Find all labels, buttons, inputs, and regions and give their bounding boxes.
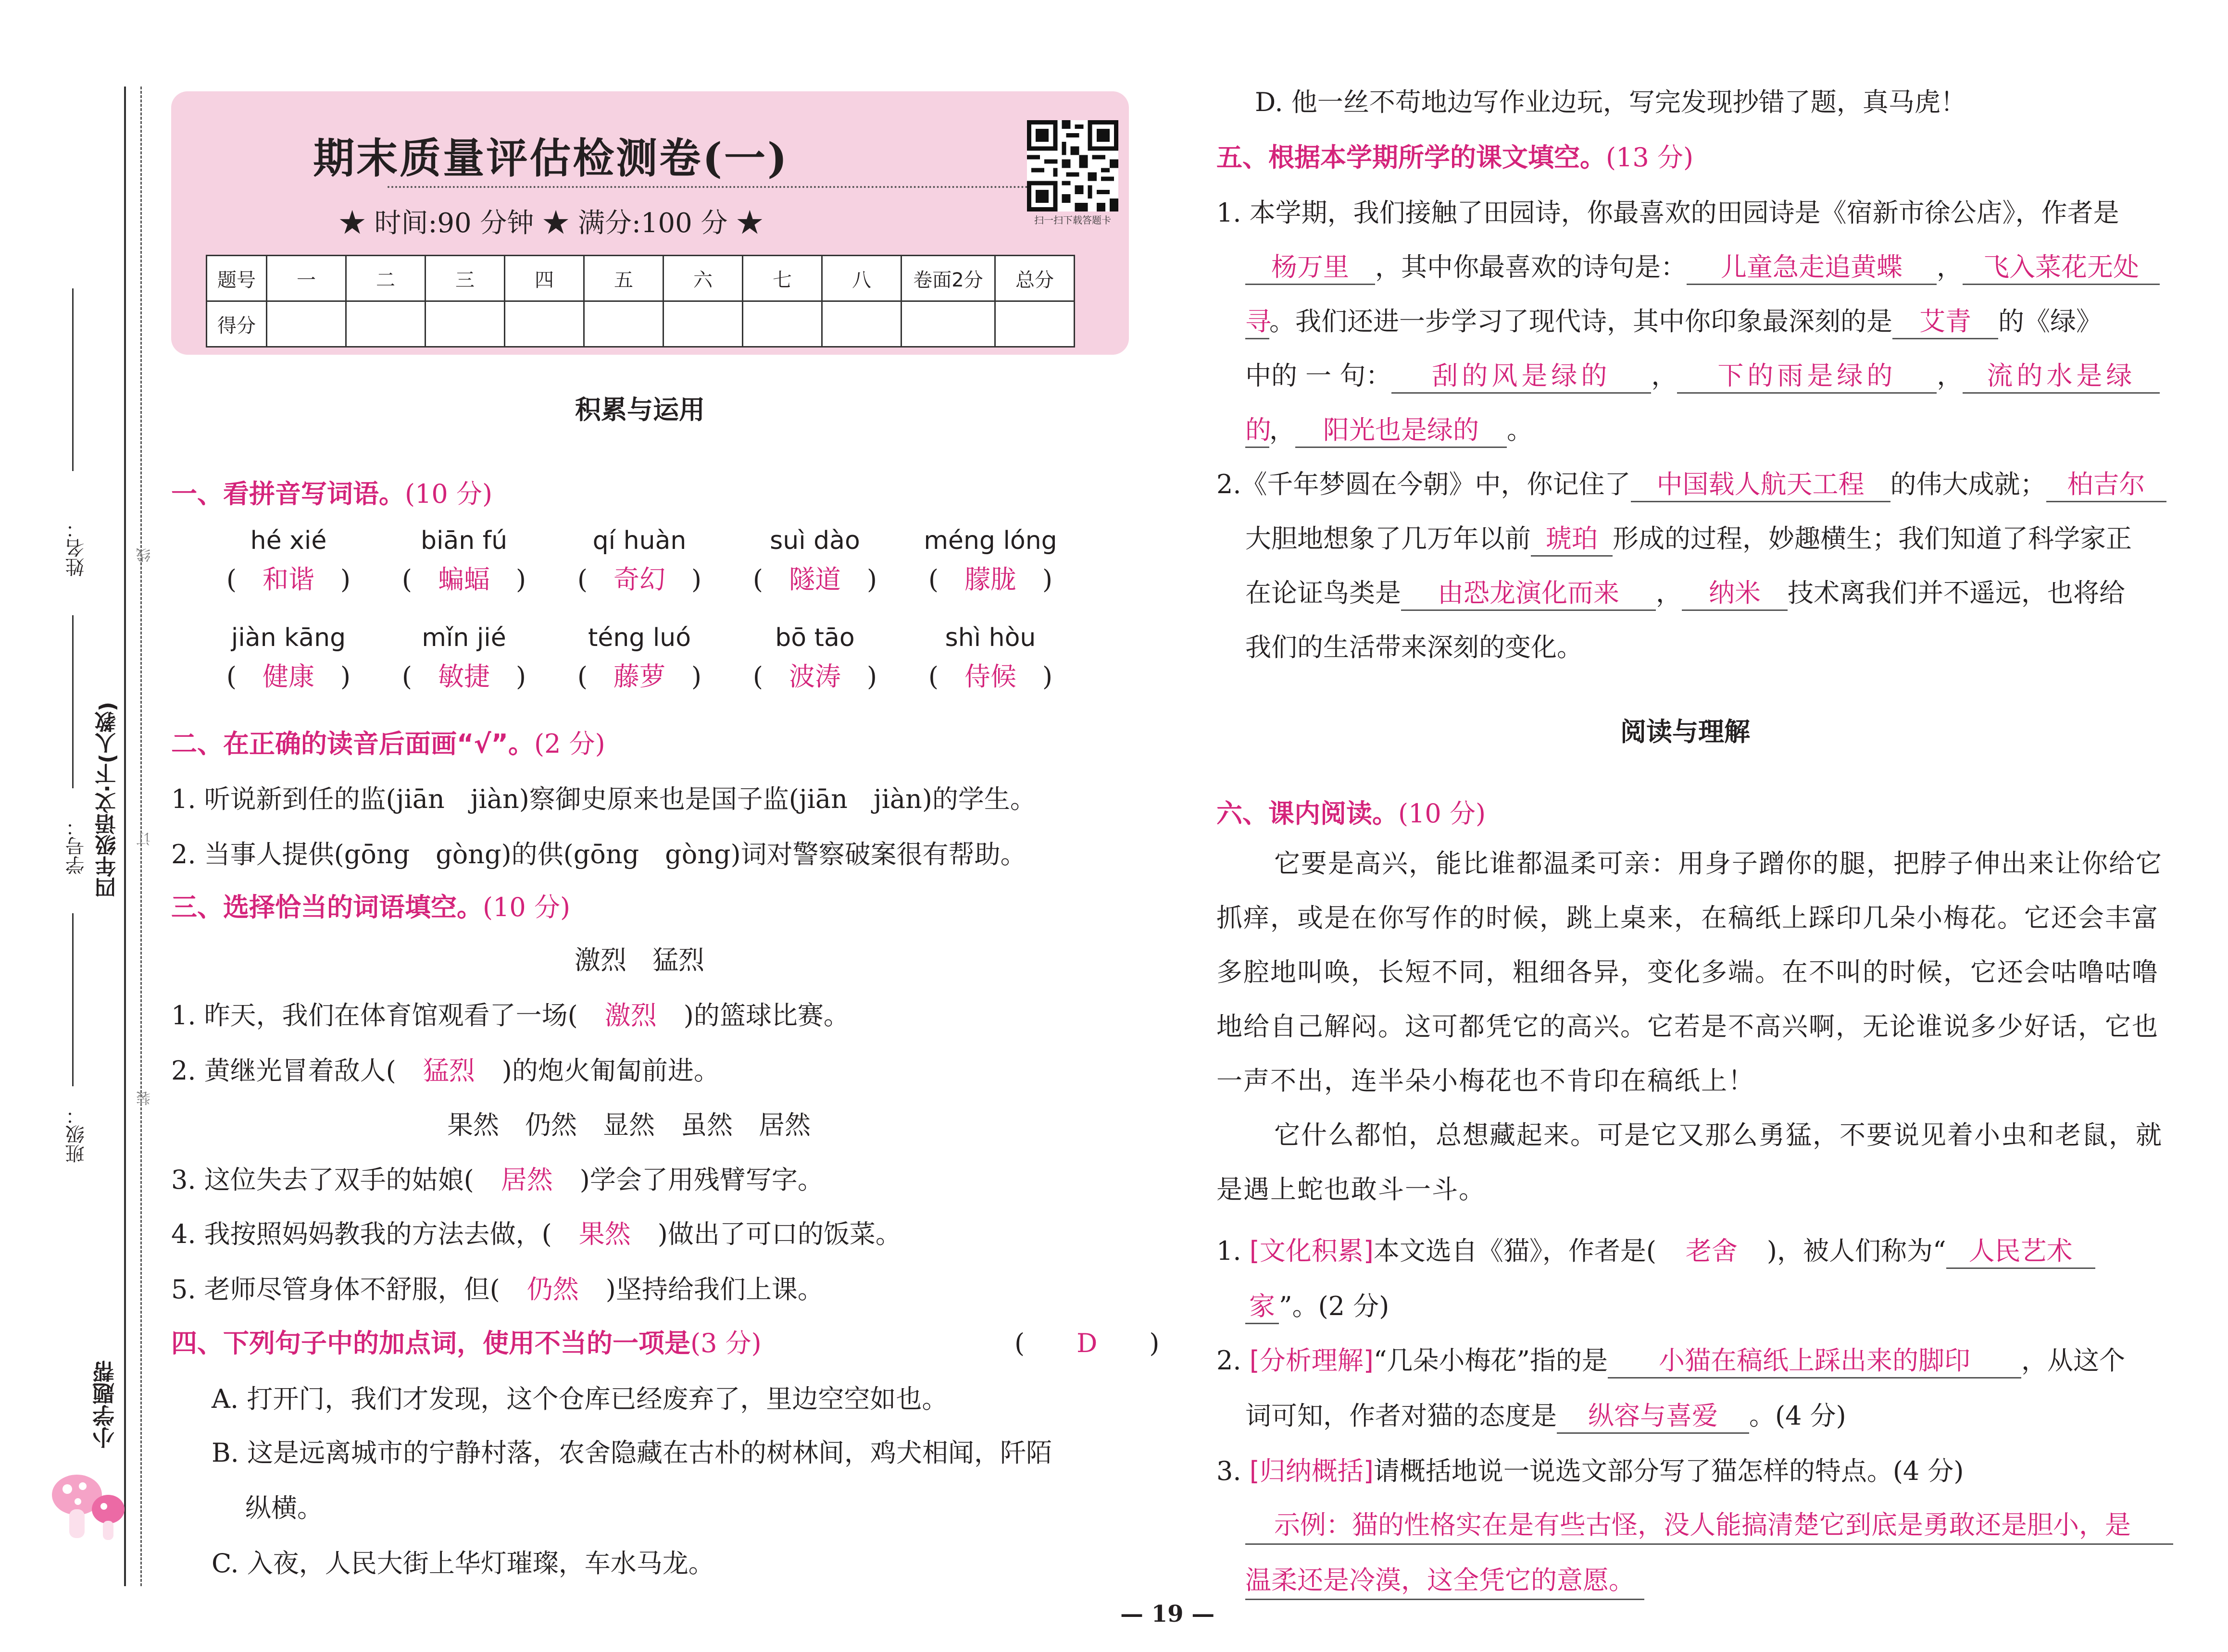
score-input-cell[interactable] [505, 301, 584, 347]
answer-blank[interactable]: 柏吉尔 [2046, 464, 2166, 502]
section-2-heading [171, 723, 605, 760]
question-text: 5. 老师尽管身体不舒服，但( [171, 1274, 500, 1304]
section-1-points: (10 分) [405, 479, 493, 509]
answer-blank[interactable]: 果然 [578, 1219, 631, 1249]
q1-category-tag: [文化积累] [1249, 1236, 1374, 1266]
answer-blank[interactable]: 寻 [1245, 301, 1269, 339]
table-cell: 得分 [207, 301, 267, 347]
pinyin-item [904, 623, 1077, 693]
pinyin-text: qí huàn [592, 526, 687, 555]
mushroom-logo-icon [48, 1461, 130, 1557]
cut-mark-zhuang: 装 [137, 1091, 153, 1105]
answer-blank[interactable]: 的 [1245, 410, 1269, 448]
section-1-heading [171, 473, 492, 510]
score-table-score-row [207, 301, 1075, 347]
question-text: 的《绿》 [1998, 306, 2102, 336]
score-input-cell[interactable] [663, 301, 743, 347]
s6-q2-line2 [1245, 1395, 1846, 1434]
question-text: 请概括地说一说选文部分写了猫怎样的特点。(4 分) [1373, 1456, 1964, 1486]
name-underline [72, 288, 74, 471]
s3-word-bank-1: 激烈 猛烈 [575, 945, 704, 975]
exam-header-card [171, 91, 1129, 355]
score-input-cell[interactable] [822, 301, 901, 347]
section-6-heading [1216, 793, 1486, 830]
pinyin-text: méng lóng [924, 526, 1057, 555]
score-table [206, 255, 1075, 348]
question-text: )学会了用残臂写字。 [579, 1165, 824, 1195]
s6-q2-line1: 2. [分析理解]“几朵小梅花”指的是 小猫在稿纸上踩出来的脚印 ，从这个 [1216, 1340, 2125, 1379]
question-text: ，从这个 [2021, 1345, 2126, 1376]
answer-blank[interactable]: 儿童急走追黄蝶 [1687, 247, 1937, 285]
table-cell: 总分 [995, 256, 1075, 301]
pinyin-text: téng luó [588, 623, 691, 652]
pinyin-text: bō tāo [775, 623, 855, 652]
answer-blank[interactable]: 中国载人航天工程 [1631, 464, 1890, 502]
answer-blank[interactable]: 老舍 [1685, 1236, 1738, 1266]
table-cell: 二 [346, 256, 426, 301]
question-text: 在论证鸟类是 [1245, 578, 1401, 608]
score-input-cell[interactable] [995, 301, 1075, 347]
score-input-cell[interactable] [584, 301, 663, 347]
section-2-title: 二、在正确的读音后面画“√”。 [171, 729, 534, 759]
reading-passage-p2: 它什么都怕，总想藏起来。可是它又那么勇猛，不要说见着小虫和老鼠，就是遇上蛇也敢斗一斗。 [1216, 1120, 2163, 1205]
s4-answer-bracket[interactable]: ( D ) [1014, 1328, 1160, 1358]
answer-blank[interactable]: ( 敏捷 ) [401, 661, 526, 692]
pinyin-item [904, 526, 1077, 596]
answer-blank[interactable]: 阳光也是绿的 [1295, 410, 1507, 448]
answer-blank[interactable]: 流的水是绿 [1963, 355, 2160, 394]
section-6-points: (10 分) [1398, 798, 1486, 829]
s3-question-2 [171, 1050, 720, 1087]
exam-time-score: ★ 时间:90 分钟 ★ 满分:100 分 ★ [338, 208, 764, 239]
answer-blank[interactable]: 家 [1245, 1286, 1279, 1324]
table-cell: 五 [584, 256, 663, 301]
answer-blank[interactable]: ( 侍候 ) [928, 661, 1053, 692]
s3-question-1 [171, 995, 850, 1032]
answer-text: 藤萝 [613, 661, 665, 692]
score-input-cell[interactable] [267, 301, 346, 347]
s5-q1-line3 [1245, 301, 2102, 339]
answer-blank[interactable]: ( 藤萝 ) [577, 661, 702, 692]
pinyin-text: jiàn kāng [231, 623, 346, 652]
question-text: 的伟大成就； [1890, 469, 2046, 499]
answer-text: 隧道 [789, 564, 841, 595]
table-cell: 四 [505, 256, 584, 301]
table-cell: 六 [663, 256, 743, 301]
answer-blank[interactable]: 由恐龙演化而来 [1401, 572, 1656, 611]
answer-blank[interactable]: ( 蝙蝠 ) [401, 564, 526, 595]
question-text: 2.《千年梦圆在今朝》中，你记住了 [1216, 469, 1631, 499]
exam-title: 期末质量评估检测卷(一) [313, 134, 789, 183]
section-4-points: (3 分) [690, 1328, 762, 1358]
answer-blank[interactable]: 小猫在稿纸上踩出来的脚印 [1608, 1340, 2021, 1379]
reading-passage-p1: 它要是高兴，能比谁都温柔可亲：用身子蹭你的腿，把脖子伸出来让你给它抓痒，或是在你写作的时候，跳上桌来，在稿纸上踩印几朵小梅花。它还会丰富多腔地叫唤，长短不同，粗细各异，变化多端。在不叫的时候，它还会咕噜咕噜地给自己解闷。这可都凭它的高兴。它若是不高兴啊，无论谁说多少好话，它也一声不出，连半朵小梅花也不肯印在稿纸上！ [1216, 848, 2163, 1096]
answer-text: 健康 [263, 661, 314, 692]
s5-q1-line2: 杨万里 ，其中你最喜欢的诗句是： 儿童急走追黄蝶 ， 飞入菜花无处 [1245, 247, 2160, 285]
s5-q2-line1 [1216, 464, 2166, 502]
question-text: 1. 昨天，我们在体育馆观看了一场( [171, 1000, 578, 1031]
answer-blank[interactable]: 纳米 [1682, 572, 1788, 611]
s5-q1-line4: 中的 一 句： 刮的风是绿的 ， 下的雨是绿的 ， 流的水是绿 [1245, 355, 2160, 394]
s5-q1-line5: 的， 阳光也是绿的 。 [1245, 410, 1533, 448]
answer-text: 和谐 [263, 564, 314, 595]
answer-blank[interactable]: 刮的风是绿的 [1391, 355, 1651, 394]
cut-mark-ding: 订 [137, 832, 153, 846]
section-6-title: 六、课内阅读。 [1216, 798, 1398, 829]
answer-blank[interactable]: 激烈 [604, 1000, 657, 1031]
score-input-cell[interactable] [346, 301, 426, 347]
question-text: )的篮球比赛。 [683, 1000, 850, 1031]
question-text: 4. 我按照妈妈教我的方法去做，( [171, 1219, 552, 1249]
cut-mark-xian: 线 [137, 548, 153, 562]
s6-q3-line1: 3. [归纳概括]请概括地说一说选文部分写了猫怎样的特点。(4 分) [1216, 1456, 1964, 1486]
strip-rule-outer [124, 87, 126, 1586]
answer-blank[interactable]: 纵容与喜爱 [1557, 1395, 1749, 1434]
answer-blank[interactable]: ( 隧道 ) [752, 564, 877, 595]
book-label: 四年级语文·下(人教) [95, 702, 120, 898]
question-text: 中的 一 句： [1245, 360, 1392, 391]
question-text: 本文选自《猫》，作者是( [1373, 1236, 1656, 1266]
pinyin-item [553, 623, 726, 693]
question-text: 3. 这位失去了双手的姑娘( [171, 1165, 474, 1195]
score-input-cell[interactable] [901, 301, 995, 347]
id-label: 学号： [65, 817, 88, 875]
pinyin-text: hé xié [250, 526, 327, 555]
s2-question-2: 2. 当事人提供(gōng gòng)的供(gōng gòng)词对警察破案很有帮助。 [171, 839, 1026, 869]
answer-blank[interactable]: 艾青 [1892, 301, 1998, 339]
answer-blank[interactable]: ( 和谐 ) [226, 564, 351, 595]
class-underline [72, 913, 74, 1086]
answer-blank[interactable]: ( 波涛 ) [752, 661, 877, 692]
table-cell: 卷面2分 [901, 256, 995, 301]
part-title-reading: 阅读与理解 [1620, 717, 1750, 747]
s3-question-3 [171, 1159, 824, 1196]
answer-text: 敏捷 [438, 661, 490, 692]
section-2-points: (2 分) [534, 729, 605, 759]
section-5-points: (13 分) [1606, 142, 1694, 173]
s3-question-4 [171, 1214, 901, 1251]
answer-blank[interactable]: ( 健康 ) [226, 661, 351, 692]
s4-option-b-line2: 纵横。 [245, 1493, 323, 1523]
pinyin-item [202, 526, 375, 596]
section-1-title: 一、看拼音写词语。 [171, 479, 405, 509]
pinyin-item [553, 526, 726, 596]
answer-text: 蝙蝠 [438, 564, 490, 595]
s5-q2-line4: 我们的生活带来深刻的变化。 [1245, 632, 1583, 662]
answer-blank[interactable]: 杨万里 [1245, 247, 1375, 285]
brand-label: 小学题帮 [92, 1360, 118, 1449]
class-label: 班级： [65, 1105, 88, 1163]
question-text: 形成的过程，妙趣横生；我们知道了科学家正 [1613, 523, 2132, 554]
answer-blank[interactable]: 猛烈 [423, 1056, 475, 1086]
score-table-header-row [207, 256, 1075, 301]
question-text: ，其中你最喜欢的诗句是： [1375, 252, 1687, 282]
pinyin-text: mǐn jié [422, 623, 506, 652]
s4-option-c: C. 入夜，人民大街上华灯璀璨，车水马龙。 [212, 1548, 714, 1578]
section-3-points: (10 分) [483, 892, 571, 922]
pinyin-grid [202, 526, 1139, 709]
s5-q2-line2 [1245, 518, 2132, 557]
pinyin-text: biān fú [420, 526, 508, 555]
question-text: 。(4 分) [1749, 1401, 1846, 1431]
question-text: 2. 黄继光冒着敌人( [171, 1056, 396, 1086]
question-text: “几朵小梅花”指的是 [1373, 1345, 1608, 1376]
pinyin-text: suì dào [770, 526, 860, 555]
section-4-heading [171, 1323, 762, 1360]
answer-blank[interactable]: 飞入菜花无处 [1963, 247, 2160, 285]
section-3-heading [171, 887, 570, 924]
table-cell: 七 [743, 256, 822, 301]
s6-q3-answer-line1[interactable]: 示例：猫的性格实在是有些古怪，没人能搞清楚它到底是勇敢还是胆小，是 [1245, 1504, 2173, 1545]
s6-q3-answer-line2[interactable]: 温柔还是冷漠，这全凭它的意愿。 [1245, 1560, 1644, 1600]
pinyin-item [377, 526, 551, 596]
s2-question-1: 1. 听说新到任的监(jiān jiàn)察御史原来也是国子监(jiān jiàn)的学生。 [171, 784, 1036, 814]
name-label: 姓名： [65, 519, 88, 577]
question-text: 词可知，作者对猫的态度是 [1245, 1401, 1557, 1431]
question-text: 技术离我们并不遥远，也将给 [1788, 578, 2125, 608]
q3-category-tag: [归纳概括] [1249, 1456, 1374, 1486]
s3-word-bank-2: 果然 仍然 显然 虽然 居然 [447, 1110, 811, 1140]
s6-q1-line1: 1. [文化积累]本文选自《猫》，作者是( 老舍 )，被人们称为“ 人民艺术 [1216, 1230, 2095, 1269]
title-dotted-rule [388, 186, 1089, 188]
s4-option-a: A. 打开门，我们才发现，这个仓库已经废弃了，里边空空如也。 [212, 1384, 948, 1414]
page-number: — 19 — [1120, 1601, 1215, 1627]
pinyin-item [202, 623, 375, 693]
answer-blank[interactable]: 下的雨是绿的 [1677, 355, 1937, 394]
pinyin-item [377, 623, 551, 693]
score-input-cell[interactable] [426, 301, 505, 347]
s3-question-5 [171, 1269, 824, 1306]
q2-category-tag: [分析理解] [1249, 1345, 1374, 1376]
question-text: 。我们还进一步学习了现代诗，其中你印象最深刻的是 [1269, 306, 1892, 336]
s4-option-d: D. 他一丝不苟地边写作业边玩，写完发现抄错了题，真马虎！ [1255, 87, 1966, 117]
answer-blank[interactable]: 仍然 [526, 1274, 579, 1304]
answer-text: 侍候 [964, 661, 1016, 692]
question-text: 大胆地想象了几万年以前 [1245, 523, 1531, 554]
table-cell: 八 [822, 256, 901, 301]
question-text: )，被人们称为“ [1766, 1236, 1946, 1266]
section-5-title: 五、根据本学期所学的课文填空。 [1216, 142, 1606, 173]
part-title-accumulation: 积累与运用 [575, 395, 705, 425]
answer-blank[interactable]: ( 朦胧 ) [928, 564, 1053, 595]
answer-text: 奇幻 [613, 564, 665, 595]
answer-blank[interactable]: 人民艺术 [1946, 1230, 2095, 1269]
question-text: ”。(2 分) [1279, 1291, 1389, 1321]
id-underline [72, 615, 74, 788]
answer-text: 波涛 [789, 661, 841, 692]
pinyin-text: shì hòu [945, 623, 1036, 652]
s5-q1-line1: 1. 本学期，我们接触了田园诗，你最喜欢的田园诗是《宿新市徐公店》，作者是 [1216, 198, 2119, 228]
table-cell: 一 [267, 256, 346, 301]
qr-caption: 扫一扫下载答题卡 [1034, 214, 1111, 226]
answer-blank[interactable]: 琥珀 [1531, 518, 1613, 557]
table-cell: 三 [426, 256, 505, 301]
question-text: )做出了可口的饭菜。 [657, 1219, 901, 1249]
section-3-title: 三、选择恰当的词语填空。 [171, 892, 483, 922]
answer-text: 朦胧 [964, 564, 1016, 595]
s4-option-b-line1: B. 这是远离城市的宁静村落，农舍隐藏在古朴的树林间，鸡犬相闻，阡陌 [212, 1438, 1052, 1468]
qr-code-icon [1027, 120, 1118, 211]
section-4-title: 四、下列句子中的加点词，使用不当的一项是 [171, 1328, 690, 1358]
s6-q1-line2 [1245, 1286, 1389, 1324]
answer-blank[interactable]: 居然 [501, 1165, 553, 1195]
question-text: )的炮火匍匐前进。 [501, 1056, 720, 1086]
s4-answer: D [1076, 1328, 1098, 1358]
answer-blank[interactable]: ( 奇幻 ) [577, 564, 702, 595]
score-input-cell[interactable] [743, 301, 822, 347]
section-5-heading [1216, 137, 1693, 174]
s5-q2-line3: 在论证鸟类是 由恐龙演化而来 ， 纳米 技术离我们并不遥远，也将给 [1245, 572, 2125, 611]
pinyin-item [728, 526, 901, 596]
table-cell: 题号 [207, 256, 267, 301]
question-text: )坚持给我们上课。 [605, 1274, 824, 1304]
pinyin-item [728, 623, 901, 693]
